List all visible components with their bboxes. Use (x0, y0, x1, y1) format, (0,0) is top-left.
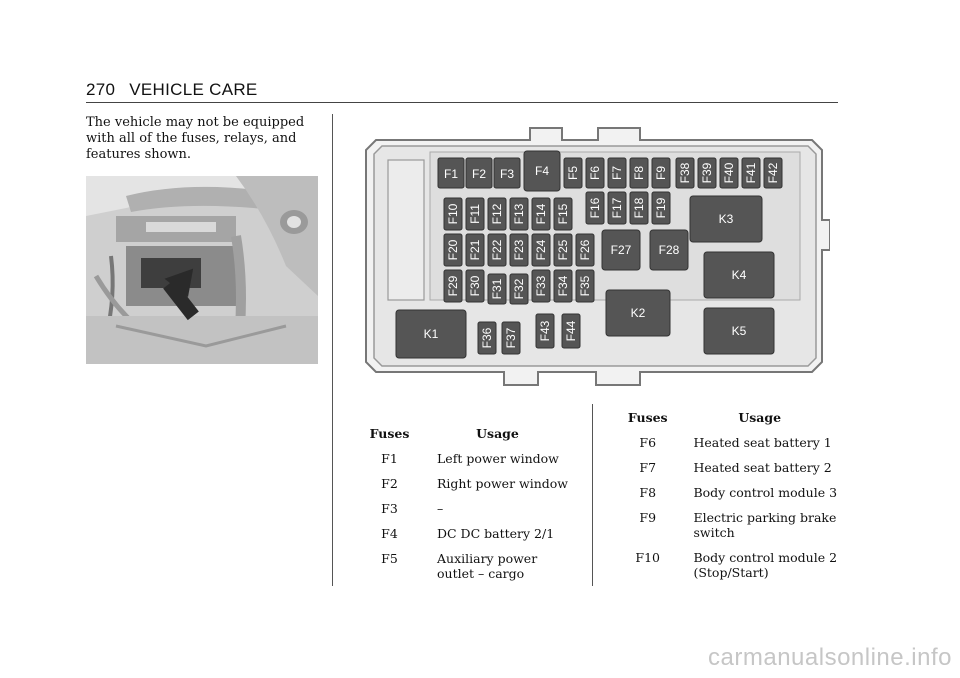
column-divider-right (592, 404, 593, 586)
fuse-label-f21: F21 (468, 239, 482, 261)
fuse-label-f31: F31 (490, 278, 504, 300)
fuse-label-f13: F13 (512, 203, 526, 225)
col-header-usage: Usage (476, 426, 519, 441)
fuse-label-f34: F34 (556, 275, 570, 297)
fuse-label-f42: F42 (766, 162, 780, 184)
fuse-cell: F2 (381, 476, 398, 491)
fuse-label-f12: F12 (490, 203, 504, 225)
usage-cell: Electric parking brake switch (693, 510, 837, 540)
fuse-label-f16: F16 (588, 197, 602, 219)
fuse-label-f2: F2 (471, 167, 487, 181)
fuse-label-f9: F9 (654, 165, 668, 181)
usage-cell: Auxiliary power outlet – cargo (437, 551, 538, 581)
table-row (358, 526, 574, 551)
fuse-label-f18: F18 (632, 197, 646, 219)
fuse-label-f25: F25 (556, 239, 570, 261)
table-row (620, 550, 844, 590)
fuse-label-f15: F15 (556, 203, 570, 225)
fuse-label-f14: F14 (534, 203, 548, 225)
usage-cell: Heated seat battery 1 (693, 435, 832, 450)
relay-label-k3: K3 (718, 212, 734, 226)
fuse-cell: F10 (635, 550, 661, 565)
fuse-label-f26: F26 (578, 239, 592, 261)
fuse-cell: F5 (381, 551, 398, 566)
fuse-label-f17: F17 (610, 197, 624, 219)
fuse-label-f11: F11 (468, 204, 482, 224)
page-header (86, 80, 258, 100)
usage-cell: Right power window (437, 476, 569, 491)
fuse-label-f4: F4 (534, 164, 550, 178)
usage-cell: DC DC battery 2/1 (437, 526, 555, 541)
usage-cell: Heated seat battery 2 (693, 460, 832, 475)
col-header-fuses: Fuses (369, 426, 410, 441)
usage-cell: Body control module 3 (693, 485, 838, 500)
table-row (620, 435, 844, 460)
fuse-cell: F1 (381, 451, 398, 466)
fuse-label-f5: F5 (566, 165, 580, 181)
usage-cell: Body control module 2 (Stop/Start) (693, 550, 838, 580)
fuse-label-f19: F19 (654, 197, 668, 219)
usage-cell: – (437, 501, 444, 516)
page-number: 270 (86, 80, 116, 99)
table-row (620, 460, 844, 485)
fuse-label-f33: F33 (534, 275, 548, 297)
fuse-label-f39: F39 (700, 162, 714, 184)
table-row (358, 501, 574, 526)
fuse-cell: F7 (639, 460, 657, 475)
fuse-cell: F4 (381, 526, 398, 541)
fuse-label-f6: F6 (588, 165, 602, 181)
fuse-label-f36: F36 (480, 327, 494, 349)
table-row (620, 510, 844, 550)
fuse-label-f35: F35 (578, 275, 592, 297)
intro-paragraph: The vehicle may not be equipped with all of the fuses, relays, and features shown. (86, 115, 305, 162)
fuse-label-f1: F1 (443, 167, 459, 181)
fuse-label-f43: F43 (538, 320, 552, 342)
fuse-label-f38: F38 (678, 162, 692, 184)
col-header-fuses: Fuses (627, 410, 668, 425)
table-row (620, 485, 844, 510)
usage-cell: Left power window (437, 451, 559, 466)
fuse-usage-table-left (358, 426, 574, 591)
relay-label-k4: K4 (731, 268, 747, 282)
fuse-label-f27: F27 (610, 243, 632, 257)
fuse-label-f32: F32 (512, 278, 526, 300)
fuse-label-f28: F28 (658, 243, 680, 257)
table-row (358, 476, 574, 501)
fuse-cell: F6 (639, 435, 657, 450)
fuse-label-f10: F10 (446, 203, 460, 225)
fuse-cell: F8 (639, 485, 657, 500)
fuse-usage-table-right (620, 410, 844, 590)
section-title: VEHICLE CARE (129, 80, 258, 99)
fuse-label-f37: F37 (504, 327, 518, 349)
table-row (358, 451, 574, 476)
fuse-block-diagram (364, 120, 830, 388)
relay-label-k5: K5 (731, 324, 747, 338)
fuse-label-f3: F3 (499, 167, 515, 181)
fuse-label-f20: F20 (446, 239, 460, 261)
fuse-cell: F9 (639, 510, 657, 525)
fuse-cell: F3 (381, 501, 398, 516)
watermark: carmanualsonline.info (708, 644, 952, 671)
fuse-label-f29: F29 (446, 275, 460, 297)
fuse-label-f22: F22 (490, 239, 504, 261)
relay-label-k2: K2 (630, 306, 646, 320)
relay-label-k1: K1 (423, 327, 439, 341)
fuse-label-f41: F41 (744, 162, 758, 184)
fuse-label-f23: F23 (512, 239, 526, 261)
fuse-label-f24: F24 (534, 239, 548, 261)
fuse-label-f8: F8 (632, 165, 646, 181)
fuse-block-location-photo (86, 176, 318, 364)
column-divider-left (332, 114, 333, 586)
fuse-label-f30: F30 (468, 275, 482, 297)
col-header-usage: Usage (738, 410, 782, 425)
fuse-label-f7: F7 (610, 165, 624, 181)
table-row (358, 551, 574, 591)
fuse-label-f44: F44 (564, 320, 578, 342)
header-rule (86, 102, 838, 103)
fuse-label-f40: F40 (722, 162, 736, 184)
